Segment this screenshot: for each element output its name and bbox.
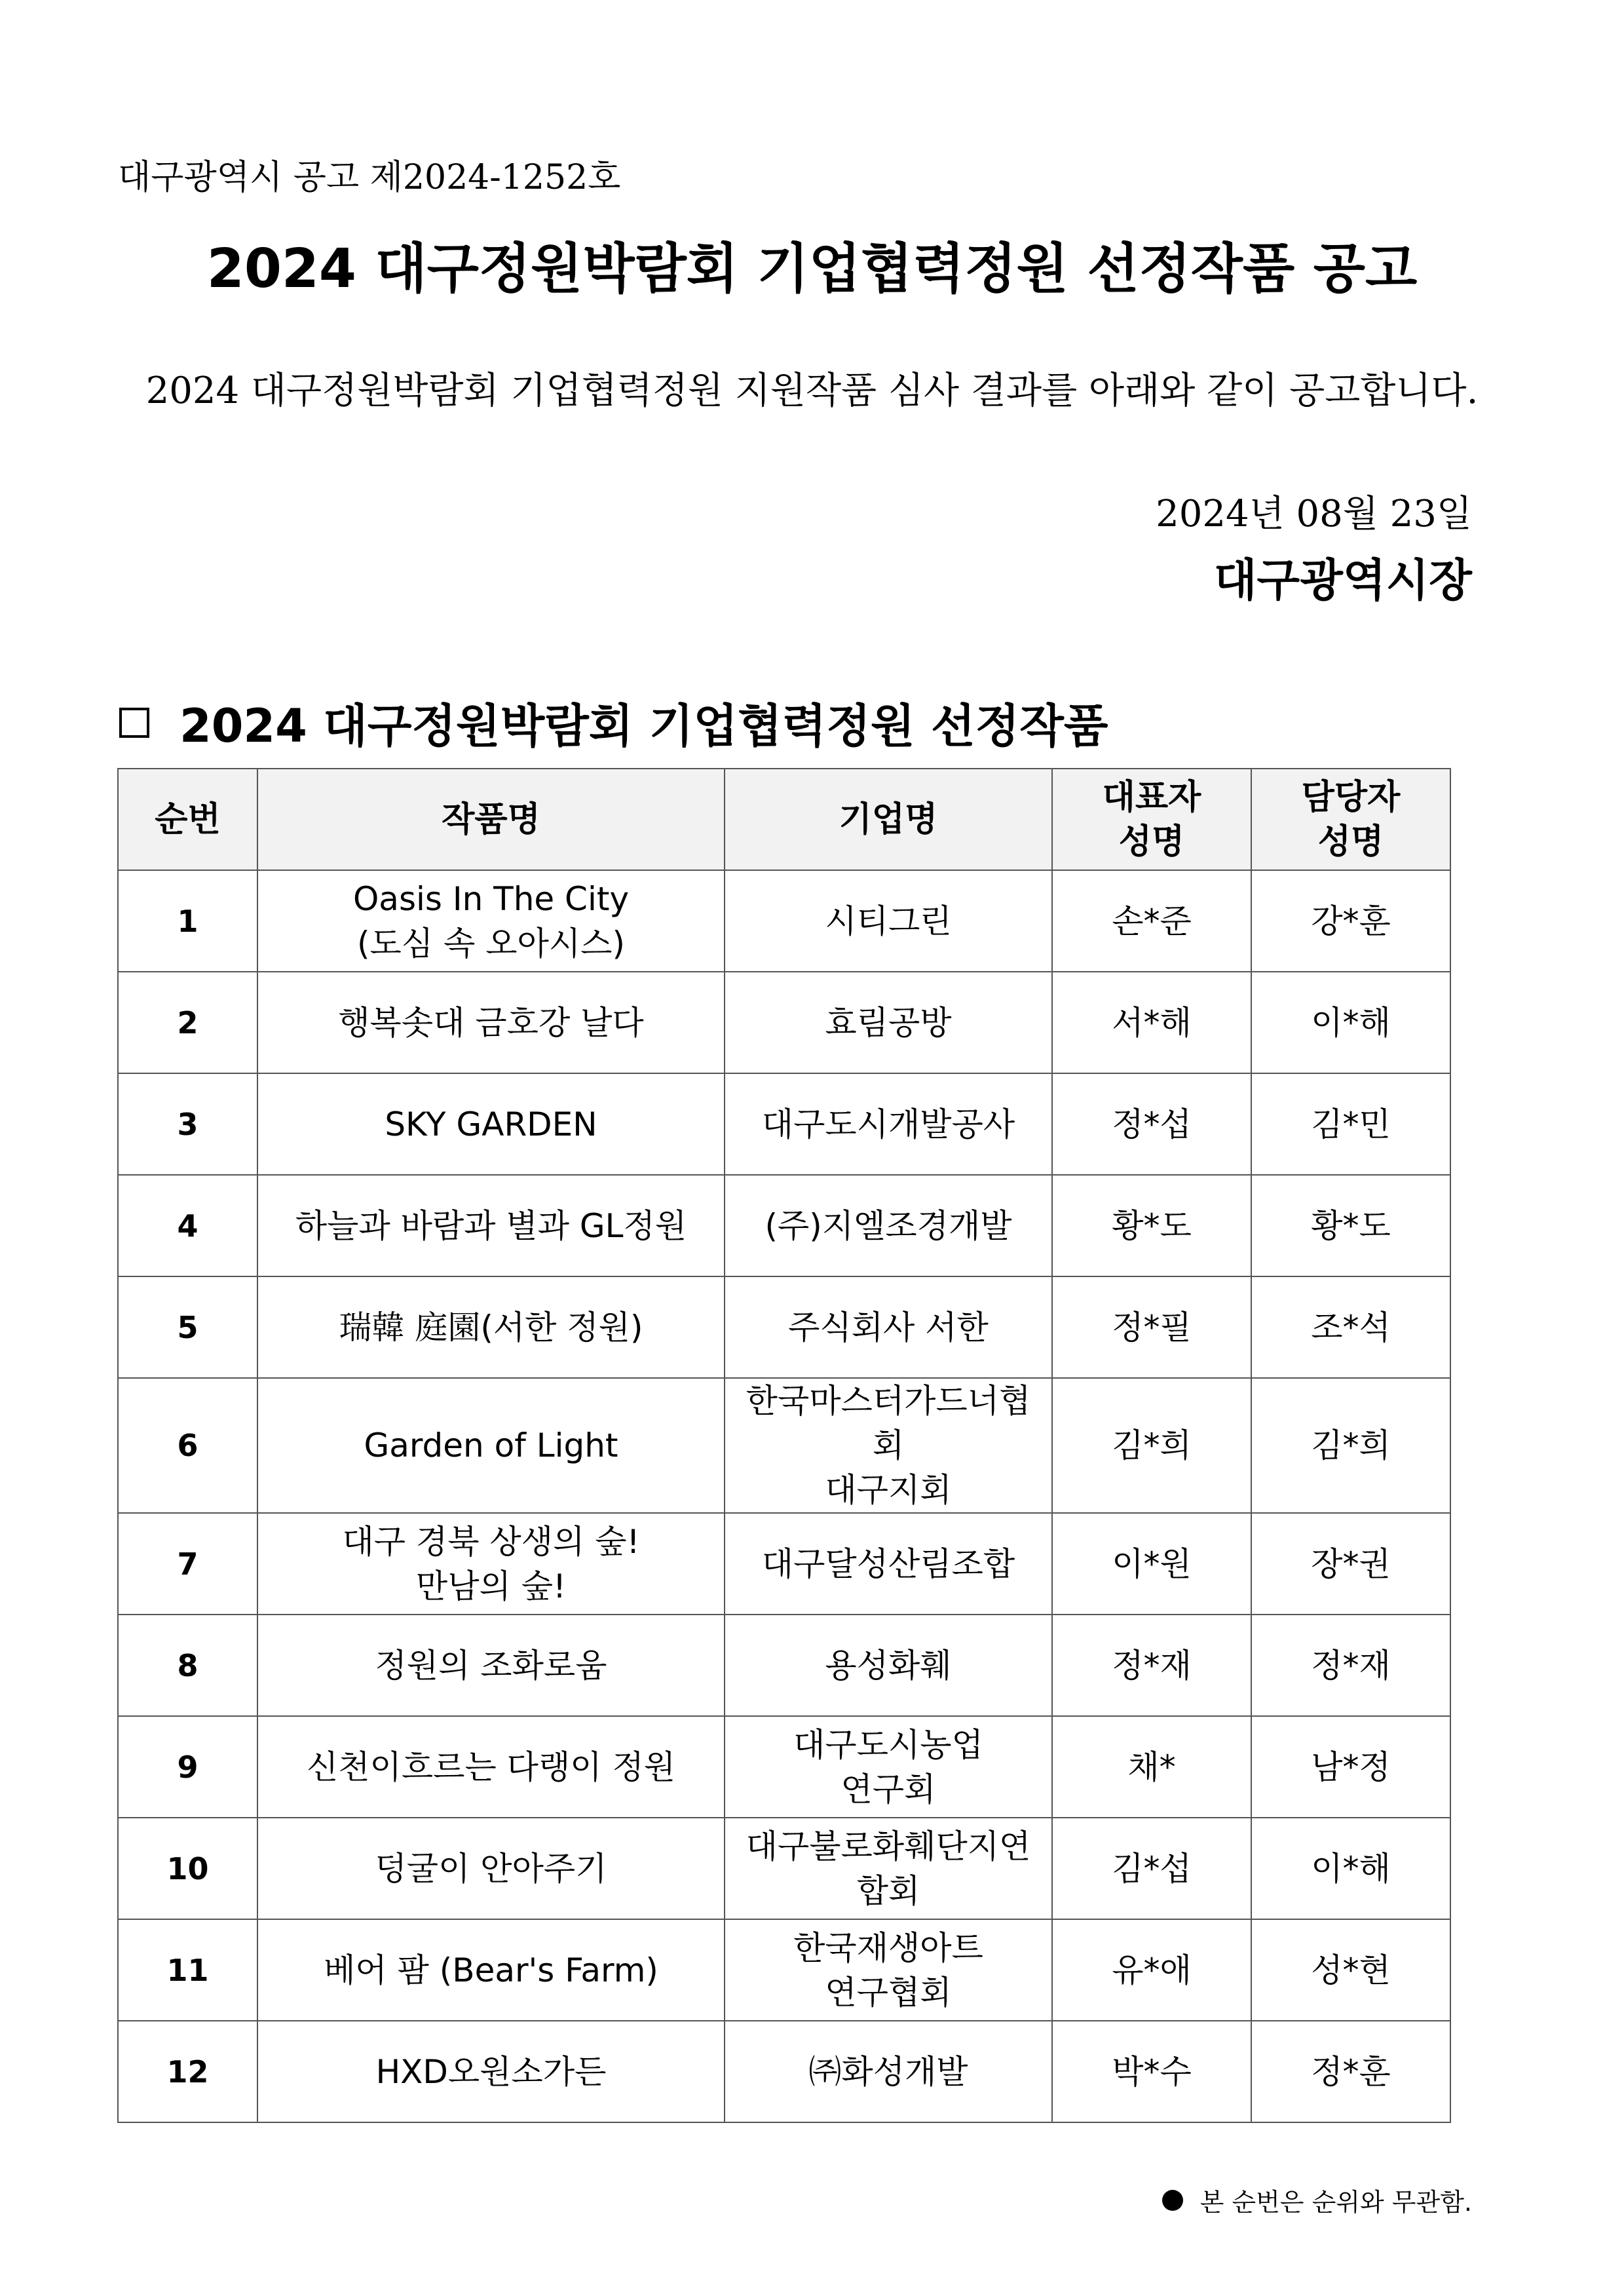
cell-contact: 이*해 bbox=[1251, 972, 1450, 1073]
header-representative: 대표자 성명 bbox=[1052, 769, 1251, 870]
cell-company: 용성화훼 bbox=[725, 1615, 1052, 1716]
cell-company: 한국재생아트 연구협회 bbox=[725, 1919, 1052, 2021]
page-title: 2024 대구정원박람회 기업협력정원 선정작품 공고 bbox=[206, 238, 1418, 300]
cell-contact: 정*훈 bbox=[1251, 2021, 1450, 2122]
cell-no: 1 bbox=[118, 870, 257, 972]
table-row bbox=[118, 2021, 1450, 2122]
cell-work: 덩굴이 안아주기 bbox=[257, 1818, 725, 1919]
cell-contact: 김*민 bbox=[1251, 1073, 1450, 1175]
table-row bbox=[118, 1378, 1450, 1513]
cell-representative: 이*원 bbox=[1052, 1513, 1251, 1615]
cell-no: 2 bbox=[118, 972, 257, 1073]
table-row bbox=[118, 1276, 1450, 1378]
header-no: 순번 bbox=[118, 769, 257, 870]
cell-work: SKY GARDEN bbox=[257, 1073, 725, 1175]
cell-company: 주식회사 서한 bbox=[725, 1276, 1052, 1378]
cell-company: (주)지엘조경개발 bbox=[725, 1175, 1052, 1276]
cell-representative: 채* bbox=[1052, 1716, 1251, 1818]
table-header-row bbox=[118, 769, 1450, 870]
cell-contact: 조*석 bbox=[1251, 1276, 1450, 1378]
checkbox-square-icon bbox=[119, 708, 149, 738]
cell-company: 대구도시농업 연구회 bbox=[725, 1716, 1052, 1818]
cell-no: 7 bbox=[118, 1513, 257, 1615]
cell-work: 하늘과 바람과 별과 GL정원 bbox=[257, 1175, 725, 1276]
header-contact: 담당자 성명 bbox=[1251, 769, 1450, 870]
cell-representative: 정*필 bbox=[1052, 1276, 1251, 1378]
table-row bbox=[118, 1615, 1450, 1716]
cell-contact: 강*훈 bbox=[1251, 870, 1450, 972]
footnote bbox=[1162, 2182, 1472, 2218]
issuer-name: 대구광역시장 bbox=[1213, 555, 1472, 607]
cell-no: 10 bbox=[118, 1818, 257, 1919]
cell-representative: 정*재 bbox=[1052, 1615, 1251, 1716]
cell-company: 대구달성산림조합 bbox=[725, 1513, 1052, 1615]
cell-contact: 정*재 bbox=[1251, 1615, 1450, 1716]
footnote-text: 본 순번은 순위와 무관함. bbox=[1199, 2188, 1472, 2217]
table-row bbox=[118, 1919, 1450, 2021]
bullet-icon bbox=[1162, 2190, 1183, 2211]
cell-work: 행복솟대 금호강 날다 bbox=[257, 972, 725, 1073]
cell-company: ㈜화성개발 bbox=[725, 2021, 1052, 2122]
cell-contact: 이*해 bbox=[1251, 1818, 1450, 1919]
cell-representative: 유*애 bbox=[1052, 1919, 1251, 2021]
table-row bbox=[118, 870, 1450, 972]
cell-no: 4 bbox=[118, 1175, 257, 1276]
notice-number: 대구광역시 공고 제2024-1252호 bbox=[118, 158, 621, 197]
cell-company: 시티그린 bbox=[725, 870, 1052, 972]
cell-work: 베어 팜 (Bear's Farm) bbox=[257, 1919, 725, 2021]
cell-company: 대구불로화훼단지연 합회 bbox=[725, 1818, 1052, 1919]
table-row bbox=[118, 1513, 1450, 1615]
section-heading bbox=[119, 689, 1108, 756]
cell-contact: 성*현 bbox=[1251, 1919, 1450, 2021]
cell-no: 5 bbox=[118, 1276, 257, 1378]
table-row bbox=[118, 1818, 1450, 1919]
cell-company: 대구도시개발공사 bbox=[725, 1073, 1052, 1175]
cell-work: 瑞韓 庭園(서한 정원) bbox=[257, 1276, 725, 1378]
header-company: 기업명 bbox=[725, 769, 1052, 870]
cell-representative: 박*수 bbox=[1052, 2021, 1251, 2122]
cell-no: 11 bbox=[118, 1919, 257, 2021]
cell-no: 6 bbox=[118, 1378, 257, 1513]
header-work: 작품명 bbox=[257, 769, 725, 870]
cell-representative: 김*희 bbox=[1052, 1378, 1251, 1513]
cell-contact: 남*정 bbox=[1251, 1716, 1450, 1818]
table-row bbox=[118, 1073, 1450, 1175]
table-row bbox=[118, 1716, 1450, 1818]
notice-date: 2024년 08월 23일 bbox=[1156, 493, 1472, 535]
cell-work: 신천이흐르는 다랭이 정원 bbox=[257, 1716, 725, 1818]
cell-work: Garden of Light bbox=[257, 1378, 725, 1513]
intro-text: 2024 대구정원박람회 기업협력정원 지원작품 심사 결과를 아래와 같이 공고합니다. bbox=[145, 370, 1479, 412]
cell-work: 정원의 조화로움 bbox=[257, 1615, 725, 1716]
cell-no: 12 bbox=[118, 2021, 257, 2122]
cell-work: HXD오원소가든 bbox=[257, 2021, 725, 2122]
cell-company: 효림공방 bbox=[725, 972, 1052, 1073]
selected-works-table bbox=[117, 768, 1451, 2123]
cell-no: 8 bbox=[118, 1615, 257, 1716]
cell-contact: 김*희 bbox=[1251, 1378, 1450, 1513]
cell-representative: 황*도 bbox=[1052, 1175, 1251, 1276]
cell-contact: 장*권 bbox=[1251, 1513, 1450, 1615]
cell-representative: 손*준 bbox=[1052, 870, 1251, 972]
cell-contact: 황*도 bbox=[1251, 1175, 1450, 1276]
cell-no: 9 bbox=[118, 1716, 257, 1818]
cell-no: 3 bbox=[118, 1073, 257, 1175]
cell-representative: 정*섭 bbox=[1052, 1073, 1251, 1175]
cell-work: Oasis In The City (도심 속 오아시스) bbox=[257, 870, 725, 972]
cell-company: 한국마스터가드너협회 대구지회 bbox=[725, 1378, 1052, 1513]
section-heading-text: 2024 대구정원박람회 기업협력정원 선정작품 bbox=[179, 699, 1108, 753]
cell-work: 대구 경북 상생의 숲! 만남의 숲! bbox=[257, 1513, 725, 1615]
cell-representative: 서*해 bbox=[1052, 972, 1251, 1073]
table-row bbox=[118, 972, 1450, 1073]
table-row bbox=[118, 1175, 1450, 1276]
cell-representative: 김*섭 bbox=[1052, 1818, 1251, 1919]
